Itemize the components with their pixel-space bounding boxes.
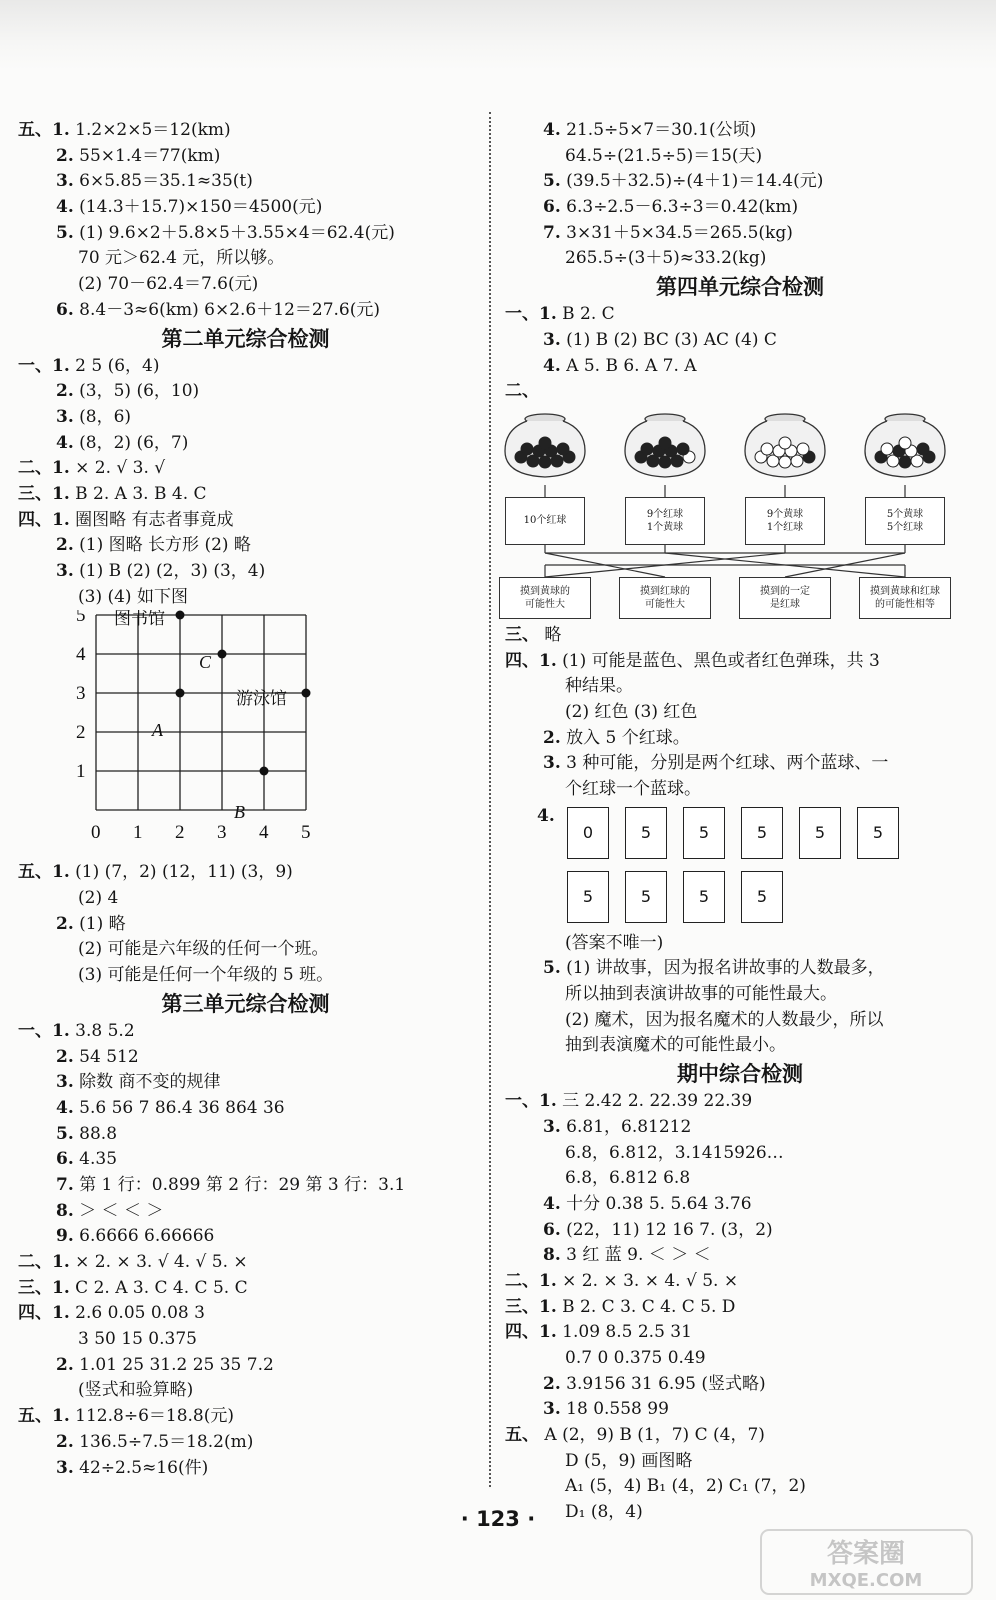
answer-text: 略	[544, 624, 562, 645]
watermark-logo	[759, 1528, 974, 1596]
answer-line	[18, 298, 473, 324]
question-number: 4.	[56, 432, 74, 453]
pool-point	[302, 689, 311, 698]
question-number: 2.	[543, 1373, 561, 1394]
probability-box: 摸到红球的 可能性大	[619, 577, 711, 619]
answer-line	[18, 246, 473, 272]
answer-text: 放入 5 个红球。	[566, 727, 690, 748]
question-number: 6.	[543, 1219, 561, 1240]
answer-text: 4.35	[79, 1149, 118, 1170]
unit4-title: 第四单元综合检测	[656, 275, 824, 300]
unit2-title: 第二单元综合检测	[161, 326, 330, 351]
question-number: 2.	[56, 535, 74, 556]
answer-text: 1.2×2×5＝12(km)	[75, 120, 231, 140]
question-number: 二、1.	[505, 1270, 557, 1291]
question-number: 四、1.	[505, 650, 557, 671]
answer-text: 6×5.85＝35.1≈35(t)	[79, 171, 253, 192]
question-number: 五、1.	[18, 120, 70, 140]
answer-line	[18, 533, 473, 559]
answer-text: 6.81，6.81212	[566, 1116, 692, 1137]
x-tick-label: 1	[133, 822, 143, 844]
pool-label: 游泳馆	[236, 689, 287, 710]
answer-line	[505, 144, 975, 170]
answer-line	[505, 1320, 975, 1346]
answer-text: 1.09 8.5 2.5 31	[562, 1322, 692, 1343]
answer-text: (答案不唯一)	[565, 932, 664, 953]
answer-text: × 2. × 3. √ 4. √ 5. ×	[75, 1252, 248, 1272]
answer-line	[505, 649, 975, 675]
x-tick-label: 0	[91, 822, 101, 844]
question-number: 9.	[56, 1226, 74, 1247]
answer-text: (1) 图略 长方形 (2) 略	[79, 535, 251, 556]
question-number: 3.	[543, 329, 561, 350]
answer-text: 18 0.558 99	[566, 1399, 669, 1420]
answer-text: (14.3＋15.7)×150＝4500(元)	[79, 197, 323, 218]
left-column	[18, 118, 473, 1481]
answer-text: D₁ (8，4)	[565, 1502, 643, 1523]
answer-text: 21.5÷5×7＝30.1(公顷)	[566, 120, 757, 140]
question-number: 2.	[56, 145, 74, 166]
question-number: 5.	[543, 958, 561, 979]
page-number: · 123 ·	[460, 1507, 536, 1531]
unit2-answers	[18, 354, 473, 611]
question-number: 2.	[56, 381, 74, 402]
answer-text: (1) 讲故事，因为报名讲故事的人数最多，	[566, 958, 885, 979]
answer-line	[18, 1430, 473, 1456]
answer-line	[505, 1449, 975, 1475]
answer-line	[18, 1173, 473, 1199]
answer-text: 3.8 5.2	[75, 1020, 135, 1041]
point-b	[260, 767, 269, 776]
answer-line	[18, 431, 473, 457]
answer-text: (2) 4	[78, 888, 119, 909]
cards-row-2	[505, 867, 975, 931]
answer-text: 三 2.42 2. 22.39 22.39	[562, 1091, 753, 1112]
answer-line	[18, 354, 473, 380]
answer-line	[18, 508, 473, 534]
answer-text: 1.01 25 31.2 25 35 7.2	[79, 1354, 274, 1375]
answer-line	[18, 169, 473, 195]
jar-content-box: 9个黄球 1个红球	[745, 497, 825, 545]
number-card: 5	[683, 871, 725, 923]
answer-line	[18, 1404, 473, 1430]
answer-line	[18, 1224, 473, 1250]
answer-line	[505, 1243, 975, 1269]
question-number: 8.	[56, 1200, 74, 1221]
number-card: 5	[625, 807, 667, 859]
answer-line	[505, 1008, 975, 1034]
answer-text: B 2. A 3. B 4. C	[75, 483, 207, 504]
answer-line	[505, 195, 975, 221]
question-number: 三、1.	[18, 483, 70, 504]
answer-text: 70 元＞62.4 元，所以够。	[78, 248, 285, 269]
jar-content-box: 10个红球	[505, 497, 585, 545]
answer-line	[18, 1301, 473, 1327]
question-number: 6.	[543, 197, 561, 218]
answer-line	[18, 1276, 473, 1302]
answer-line	[505, 1423, 975, 1449]
answer-text: (1) 9.6×2＋5.8×5＋3.55×4＝62.4(元)	[79, 222, 395, 243]
answer-line	[18, 886, 473, 912]
question-number: 一、1.	[18, 355, 70, 376]
answer-text: B 2. C 3. C 4. C 5. D	[562, 1296, 736, 1317]
answer-line	[505, 1269, 975, 1295]
answer-text: (3) (4) 如下图	[78, 586, 188, 607]
answer-text: (8，6)	[79, 406, 132, 427]
grid-lines	[96, 615, 306, 810]
answer-text: 种结果。	[565, 676, 633, 697]
answer-text: 3 种可能，分别是两个红球、两个蓝球、一	[566, 753, 889, 774]
number-card: 5	[741, 807, 783, 859]
right-column	[505, 118, 975, 1526]
answer-line	[505, 1141, 975, 1167]
number-card: 5	[683, 807, 725, 859]
answer-text: 3.9156 31 6.95 (竖式略)	[566, 1373, 766, 1394]
answer-text: 2.6 0.05 0.08 3	[75, 1303, 205, 1324]
answer-text: (1) B (2) (2，3) (3，4)	[79, 561, 266, 581]
answer-text: 3 红 蓝 9. ＜ ＞ ＜	[566, 1245, 711, 1266]
answer-text: (2) 红色 (3) 红色	[565, 701, 698, 722]
answer-text: (22，11) 12 16 7. (3，2)	[566, 1219, 773, 1240]
answer-text: × 2. × 3. × 4. √ 5. ×	[562, 1270, 739, 1291]
answer-text: 0.7 0 0.375 0.49	[565, 1348, 706, 1368]
question-number: 2.	[56, 1354, 74, 1375]
y-tick-label: 3	[76, 683, 86, 705]
answer-text: 8.4－3≈6(km) 6×2.6＋12＝27.6(元)	[79, 299, 381, 320]
answer-text: A 5. B 6. A 7. A	[566, 355, 697, 376]
question-number: 一、1.	[18, 1020, 70, 1041]
point-c-label: C	[199, 652, 212, 673]
answer-text: 54 512	[79, 1046, 139, 1067]
answer-line	[505, 1166, 975, 1192]
answer-line	[18, 1019, 473, 1045]
answer-line	[18, 1378, 473, 1404]
answer-line	[18, 1353, 473, 1379]
answer-line	[18, 1045, 473, 1071]
library-label: 图书馆	[114, 610, 165, 630]
answer-line	[18, 1250, 473, 1276]
answer-text: (2) 70－62.4＝7.6(元)	[78, 274, 259, 295]
answer-line	[505, 623, 975, 649]
answer-line	[18, 272, 473, 298]
answer-text: (2) 魔术，因为报名魔术的人数最少，所以	[565, 1009, 884, 1030]
section-5-answers	[18, 118, 473, 324]
ball-jar	[495, 405, 595, 485]
question-number: 4.	[543, 355, 561, 376]
question-number: 7.	[56, 1174, 74, 1195]
answer-line	[18, 1456, 473, 1482]
answer-text: 6.6666 6.66666	[79, 1226, 215, 1247]
question-number: 5.	[56, 222, 74, 243]
answer-line	[505, 1474, 975, 1500]
question-number: 五、	[505, 1425, 539, 1446]
coordinate-grid-svg	[18, 610, 348, 860]
grid-ticks	[76, 610, 311, 843]
answer-text: 6.8，6.812，3.1415926…	[565, 1142, 784, 1163]
answer-line	[18, 482, 473, 508]
answer-text: (3) 可能是任何一个年级的 5 班。	[78, 965, 334, 986]
point-c	[218, 650, 227, 659]
coordinate-grid-figure	[18, 610, 473, 860]
probability-box: 摸到黄球和红球 的可能性相等	[859, 577, 951, 619]
answer-line	[505, 956, 975, 982]
answer-text: × 2. √ 3. √	[75, 458, 166, 479]
question-number: 2.	[56, 1046, 74, 1067]
answer-text: A₁ (5，4) B₁ (4，2) C₁ (7，2)	[565, 1476, 806, 1497]
answer-line	[18, 1122, 473, 1148]
question-number: 四、1.	[18, 1303, 70, 1324]
question-number: 2.	[56, 913, 74, 934]
answer-line	[505, 674, 975, 700]
answer-line	[18, 559, 473, 585]
y-tick-label: 1	[76, 761, 86, 783]
x-tick-label: 5	[301, 822, 311, 844]
unit1-answers-cont	[505, 118, 975, 272]
answer-line	[505, 302, 975, 328]
answer-line	[505, 1089, 975, 1115]
answer-text: B 2. C	[562, 304, 615, 325]
question-number: 四、1.	[18, 509, 70, 530]
point-a-label: A	[152, 720, 163, 741]
question-number: 8.	[543, 1245, 561, 1266]
ball-jar	[735, 405, 835, 485]
answer-text: (39.5＋32.5)÷(4＋1)＝14.4(元)	[566, 171, 824, 192]
question-number: 3.	[543, 753, 561, 774]
number-card: 5	[857, 807, 899, 859]
answer-line	[18, 860, 473, 886]
answer-text: 265.5÷(3＋5)≈33.2(kg)	[565, 248, 767, 269]
library-point	[176, 611, 185, 620]
question-number: 5.	[543, 171, 561, 192]
number-card: 0	[567, 807, 609, 859]
question-number: 6.	[56, 299, 74, 320]
ball-jar	[855, 405, 955, 485]
question-number: 3.	[56, 1072, 74, 1093]
question-number: 2.	[543, 727, 561, 748]
answer-line	[505, 328, 975, 354]
question-number: 二、	[505, 381, 539, 402]
cards-row-1	[505, 803, 975, 867]
unit4-answers	[505, 302, 975, 405]
probability-box: 摸到黄球的 可能性大	[499, 577, 591, 619]
answer-line	[18, 585, 473, 611]
answer-line	[18, 1070, 473, 1096]
answer-line	[18, 405, 473, 431]
answer-line	[18, 379, 473, 405]
answer-line	[505, 982, 975, 1008]
answer-line	[18, 912, 473, 938]
answer-text: (8，2) (6，7)	[79, 432, 189, 453]
answer-text: 所以抽到表演讲故事的可能性最大。	[565, 984, 837, 1005]
question-number: 5.	[56, 1123, 74, 1144]
answer-text: 除数 商不变的规律	[79, 1072, 221, 1093]
question-number: 3.	[56, 406, 74, 427]
question-number: 五、1.	[18, 1406, 70, 1427]
answer-text: 6.8，6.812 6.8	[565, 1168, 691, 1189]
question-number: 4.	[543, 1193, 561, 1214]
answer-text: 2 5 (6，4)	[75, 355, 160, 376]
answer-line	[505, 1033, 975, 1059]
question-number: 四、1.	[505, 1322, 557, 1343]
column-divider	[489, 112, 491, 1487]
answer-text: (竖式和验算略)	[78, 1380, 194, 1401]
number-card: 5	[625, 871, 667, 923]
y-tick-label: 4	[76, 644, 86, 666]
question-number: 4.	[56, 197, 74, 218]
answer-text: (1) B (2) BC (3) AC (4) C	[566, 329, 777, 350]
answer-text: 圈图略 有志者事竟成	[75, 509, 234, 530]
answer-text: (3，5) (6，10)	[79, 381, 200, 402]
answer-text: ＞ ＜ ＜ ＞	[79, 1200, 164, 1221]
answer-line	[18, 456, 473, 482]
point-a	[176, 689, 185, 698]
cards-question-num: 4.	[537, 805, 555, 826]
number-card: 5	[799, 807, 841, 859]
answer-line	[505, 221, 975, 247]
answer-line	[505, 700, 975, 726]
answer-text: 3×31＋5×34.5＝265.5(kg)	[566, 222, 793, 243]
answer-text: 个红球一个蓝球。	[565, 779, 701, 799]
answer-line	[18, 195, 473, 221]
unit2-answers-cont	[18, 860, 473, 988]
question-number: 4.	[543, 120, 561, 140]
answer-line	[505, 118, 975, 144]
question-number: 二、1.	[18, 1252, 70, 1272]
answer-text: 88.8	[79, 1123, 118, 1144]
answer-text: A (2，9) B (1，7) C (4，7)	[544, 1425, 765, 1446]
x-tick-label: 3	[217, 822, 227, 844]
question-number: 三、1.	[18, 1277, 70, 1298]
question-number: 3.	[543, 1399, 561, 1420]
watermark-line2: MXQE.COM	[809, 1570, 923, 1591]
ball-jar	[615, 405, 715, 485]
question-number: 4.	[56, 1097, 74, 1118]
answer-line	[505, 1218, 975, 1244]
answer-line	[505, 1346, 975, 1372]
answer-line	[18, 118, 473, 144]
number-card: 5	[741, 871, 783, 923]
answer-text: (1) (7，2) (12，11) (3，9)	[75, 862, 293, 883]
watermark-line1: 答案圈	[826, 1539, 906, 1569]
scan-top-band	[0, 0, 996, 70]
answer-line	[505, 1372, 975, 1398]
midterm-answers	[505, 1089, 975, 1526]
answer-line	[505, 777, 975, 803]
question-number: 3.	[56, 1457, 74, 1478]
jar-content-box: 9个红球 1个黄球	[625, 497, 705, 545]
answer-text: (1) 可能是蓝色、黑色或者红色弹珠，共 3	[562, 650, 880, 671]
question-number: 6.	[56, 1149, 74, 1170]
answer-line	[505, 169, 975, 195]
question-number: 3.	[56, 171, 74, 192]
answer-line	[18, 1147, 473, 1173]
unit3-answers	[18, 1019, 473, 1481]
unit3-title: 第三单元综合检测	[161, 991, 330, 1016]
question-number: 二、1.	[18, 458, 70, 479]
question-number: 三、1.	[505, 1296, 557, 1317]
x-tick-label: 2	[175, 822, 185, 844]
x-tick-label: 4	[259, 822, 269, 844]
answer-text: 64.5÷(21.5÷5)＝15(天)	[565, 145, 763, 166]
answer-text: C 2. A 3. C 4. C 5. C	[75, 1277, 248, 1298]
answer-line	[505, 1397, 975, 1423]
answer-text: 3 50 15 0.375	[78, 1329, 197, 1350]
answer-line	[505, 726, 975, 752]
answer-text: 112.8÷6＝18.8(元)	[75, 1406, 234, 1427]
answer-text: 55×1.4＝77(km)	[79, 145, 221, 166]
answer-text: 42÷2.5≈16(件)	[79, 1457, 209, 1478]
answer-line	[18, 963, 473, 989]
answer-line	[18, 1096, 473, 1122]
answer-line	[505, 931, 975, 957]
question-number: 一、1.	[505, 1091, 557, 1112]
answer-line	[505, 1192, 975, 1218]
answer-text: D (5，9) 画图略	[565, 1450, 693, 1471]
answer-text: 抽到表演魔术的可能性最小。	[565, 1035, 786, 1056]
y-tick-label: 2	[76, 722, 86, 744]
answer-line	[505, 1115, 975, 1141]
question-number: 2.	[56, 1431, 74, 1452]
jar-content-box: 5个黄球 5个红球	[865, 497, 945, 545]
answer-text: 6.3÷2.5－6.3÷3＝0.42(km)	[566, 197, 799, 218]
answer-line	[505, 751, 975, 777]
answer-line	[18, 144, 473, 170]
answer-line	[505, 379, 975, 405]
answer-text: 十分 0.38 5. 5.64 3.76	[566, 1193, 752, 1214]
number-card: 5	[567, 871, 609, 923]
midterm-title: 期中综合检测	[677, 1062, 803, 1087]
answer-text: (2) 可能是六年级的任何一个班。	[78, 939, 329, 960]
unit4-answers-cont	[505, 623, 975, 803]
answer-text: 136.5÷7.5＝18.2(m)	[79, 1431, 254, 1452]
question-number: 3.	[56, 561, 74, 581]
jar-diagram	[505, 405, 975, 623]
question-number: 五、1.	[18, 862, 70, 883]
question-number: 三、	[505, 624, 539, 645]
y-tick-label: 5	[76, 610, 86, 627]
unit4-answers-cont2	[505, 931, 975, 1059]
answer-line	[18, 1199, 473, 1225]
answer-text: 5.6 56 7 86.4 36 864 36	[79, 1097, 285, 1118]
answer-line	[505, 246, 975, 272]
question-number: 3.	[543, 1116, 561, 1137]
answer-text: 第 1 行：0.899 第 2 行：29 第 3 行：3.1	[79, 1174, 406, 1195]
point-b-label: B	[234, 802, 245, 823]
question-number: 7.	[543, 222, 561, 243]
probability-box: 摸到的一定 是红球	[739, 577, 831, 619]
answer-line	[18, 937, 473, 963]
answer-text: (1) 略	[79, 913, 126, 934]
question-number: 一、1.	[505, 304, 557, 325]
answer-line	[505, 1295, 975, 1321]
answer-line	[18, 1327, 473, 1353]
answer-line	[505, 354, 975, 380]
answer-line	[18, 221, 473, 247]
